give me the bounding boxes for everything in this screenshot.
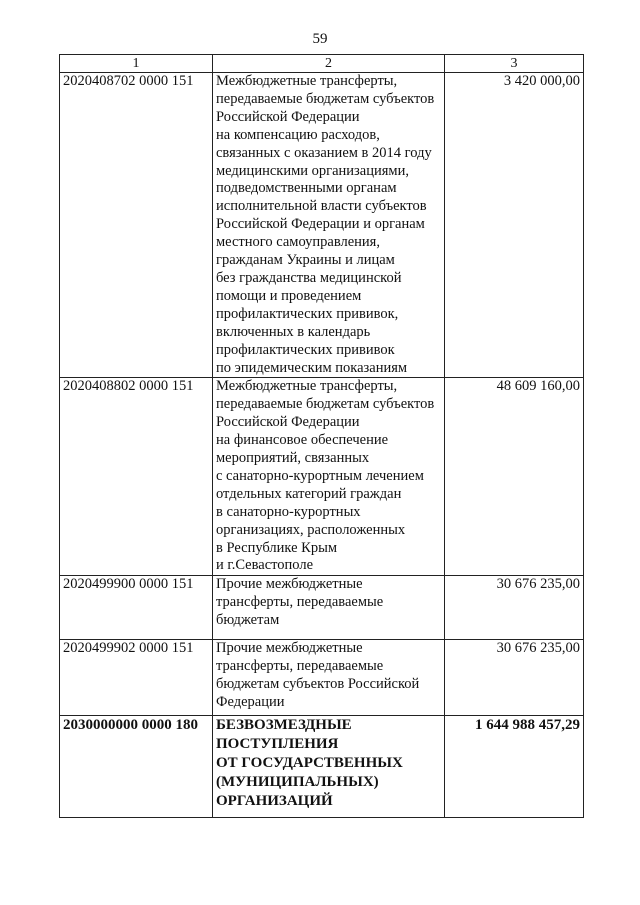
table-row [60,640,584,716]
row-amount: 3 420 000,00 [445,73,584,378]
row-code: 2020408802 0000 151 [60,378,213,576]
column-header-code: 1 [60,55,213,73]
page-number: 59 [312,31,328,47]
row-code: 2020499902 0000 151 [60,640,213,716]
table-row [60,73,584,378]
table-header-row [60,55,584,73]
row-amount: 30 676 235,00 [445,640,584,716]
row-code: 2020408702 0000 151 [60,73,213,378]
row-name: Прочие межбюджетные трансферты, передаваемые бюджетам субъектов Российской Федерации [213,640,445,716]
budget-table [59,54,584,818]
table-row [60,576,584,640]
row-amount: 48 609 160,00 [445,378,584,576]
row-name: Прочие межбюджетные трансферты, передаваемые бюджетам [213,576,445,640]
row-amount: 30 676 235,00 [445,576,584,640]
table-row [60,378,584,576]
row-amount: 1 644 988 457,29 [445,715,584,817]
column-header-name: 2 [213,55,445,73]
row-name: Межбюджетные трансферты, передаваемые бюджетам субъектов Российской Федерации на финансовое обеспечение мероприятий, связанных с санаторно-курортным лечением отдельных категорий граждан в санаторно-курортных организациях, расположенных в Республике Крым и г.Севастополе [213,378,445,576]
row-code: 2030000000 0000 180 [60,715,213,817]
row-name: Межбюджетные трансферты, передаваемые бюджетам субъектов Российской Федерации на компенсацию расходов, связанных с оказанием в 2014 году медицинскими организациями, подведомственными органам исполнительной власти субъектов Российской Федерации и органам местного самоуправления, гражданам Украины и лицам без гражданства медицинской помощи и проведением профилактических прививок, включенных в календарь профилактических прививок по эпидемическим показаниям [213,73,445,378]
column-header-amount: 3 [445,55,584,73]
row-code: 2020499900 0000 151 [60,576,213,640]
table-row-total [60,715,584,817]
row-name: БЕЗВОЗМЕЗДНЫЕ ПОСТУПЛЕНИЯ ОТ ГОСУДАРСТВЕННЫХ (МУНИЦИПАЛЬНЫХ) ОРГАНИЗАЦИЙ [213,715,445,817]
